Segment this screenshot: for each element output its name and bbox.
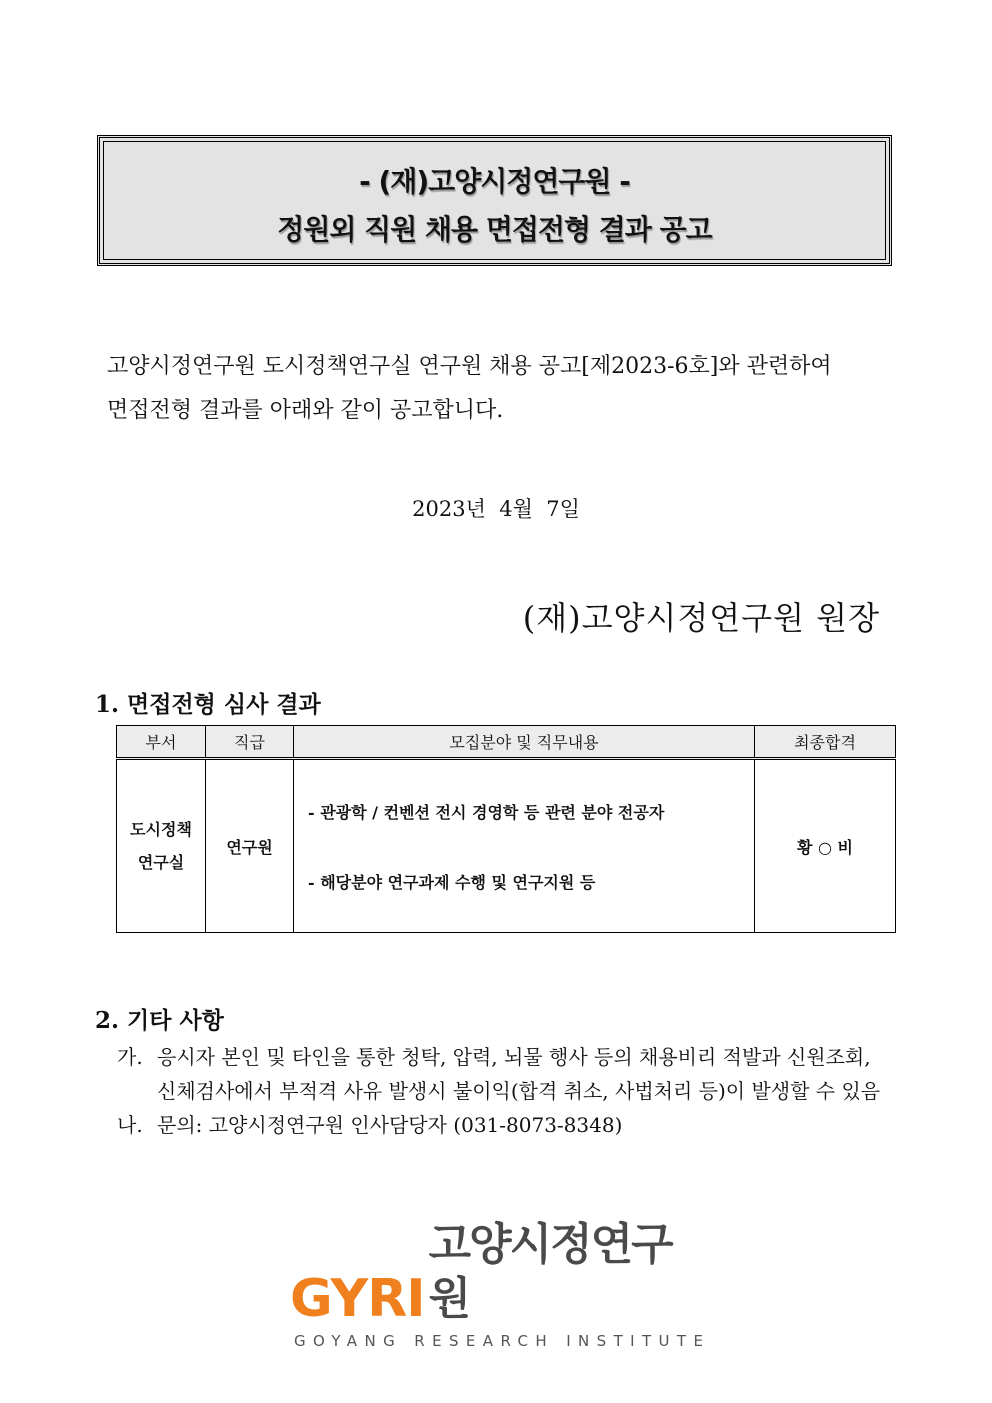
header-dept: 부서 — [117, 726, 206, 759]
logo — [290, 1218, 711, 1350]
cell-dept — [117, 759, 206, 933]
dept-line-2: 연구실 — [137, 853, 185, 872]
duty-line-1: - 관광학 / 컨벤션 전시 경영학 등 관련 분야 전공자 — [308, 802, 665, 822]
logo-main — [290, 1218, 710, 1329]
intro-paragraph — [107, 345, 897, 433]
item-b-text: 문의: 고양시정연구원 인사담당자 (031-8073-8348) — [157, 1113, 623, 1137]
table-header-row — [117, 726, 896, 759]
header-duty: 모집분야 및 직무내용 — [294, 726, 755, 759]
intro-line-2: 면접전형 결과를 아래와 같이 공고합니다. — [107, 398, 504, 423]
header-grade: 직급 — [206, 726, 294, 759]
cell-final: 황 ○ 비 — [755, 759, 896, 933]
logo-ko: 고양시정연구원 — [428, 1219, 672, 1324]
notice-date: 2023년 4월 7일 — [412, 497, 580, 521]
logo-en: GYRI — [290, 1269, 425, 1329]
intro-line-1: 고양시정연구원 도시정책연구실 연구원 채용 공고[제2023-6호]와 관련하여 — [107, 354, 832, 379]
item-a-line-1: 응시자 본인 및 타인을 통한 청탁, 압력, 뇌물 행사 등의 채용비리 적발과 신원조회, — [157, 1045, 871, 1069]
duty-line-2: - 해당분야 연구과제 수행 및 연구지원 등 — [308, 872, 596, 892]
logo-subtitle: GOYANG RESEARCH INSTITUTE — [294, 1332, 711, 1350]
item-a-line-2: 신체검사에서 부적격 사유 발생시 불이익(합격 취소, 사법처리 등)이 발생할 수 있음 — [157, 1079, 881, 1103]
header-final: 최종합격 — [755, 726, 896, 759]
list-item — [117, 1108, 907, 1142]
section-1-title: 1. 면접전형 심사 결과 — [95, 691, 321, 718]
item-b-mark: 나. — [117, 1113, 143, 1137]
title-org: - (재)고양시정연구원 - — [359, 165, 630, 198]
etc-list — [117, 1040, 907, 1142]
table-row — [117, 759, 896, 933]
dept-line-1: 도시정책 — [130, 820, 192, 839]
cell-duty — [294, 759, 755, 933]
title-box — [97, 135, 892, 266]
section-2-title: 2. 기타 사항 — [95, 1007, 224, 1034]
signer: (재)고양시정연구원 원장 — [522, 599, 880, 637]
result-table — [116, 725, 896, 933]
cell-grade: 연구원 — [206, 759, 294, 933]
page-title: 정원외 직원 채용 면접전형 결과 공고 — [277, 213, 712, 246]
list-item — [117, 1040, 907, 1074]
item-a-mark: 가. — [117, 1045, 143, 1069]
